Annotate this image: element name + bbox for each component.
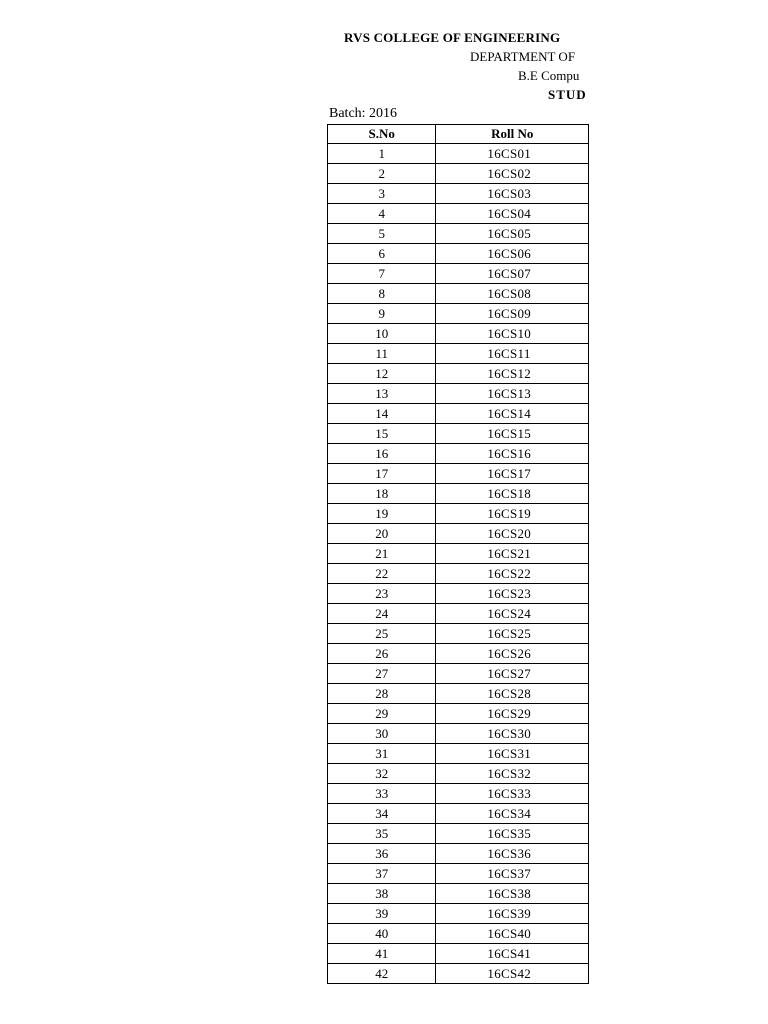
table-row	[328, 604, 589, 624]
roll-no-cell: 16CS07	[436, 264, 589, 284]
table-row	[328, 224, 589, 244]
roll-no-cell: 16CS14	[436, 404, 589, 424]
roll-no-cell: 16CS21	[436, 544, 589, 564]
table-row	[328, 144, 589, 164]
roll-no-cell: 16CS22	[436, 564, 589, 584]
roll-no-cell: 16CS29	[436, 704, 589, 724]
document-title: STUD	[548, 87, 587, 102]
student-roll-table	[327, 124, 589, 984]
table-row	[328, 784, 589, 804]
table-header-row	[328, 125, 589, 144]
roll-no-cell: 16CS28	[436, 684, 589, 704]
sno-cell: 34	[328, 804, 436, 824]
table-row	[328, 204, 589, 224]
table-row	[328, 764, 589, 784]
table-row	[328, 724, 589, 744]
table-row	[328, 404, 589, 424]
sno-cell: 22	[328, 564, 436, 584]
batch-label: Batch: 2016	[329, 106, 398, 121]
roll-no-cell: 16CS34	[436, 804, 589, 824]
roll-no-cell: 16CS40	[436, 924, 589, 944]
course-name: B.E Compu	[518, 68, 580, 83]
sno-cell: 35	[328, 824, 436, 844]
table-row	[328, 824, 589, 844]
column-header-sno: S.No	[328, 125, 436, 144]
roll-no-cell: 16CS31	[436, 744, 589, 764]
sno-cell: 26	[328, 644, 436, 664]
roll-no-cell: 16CS42	[436, 964, 589, 984]
sno-cell: 15	[328, 424, 436, 444]
table-row	[328, 564, 589, 584]
table-row	[328, 664, 589, 684]
roll-no-cell: 16CS36	[436, 844, 589, 864]
table-row	[328, 184, 589, 204]
table-row	[328, 384, 589, 404]
table-row	[328, 704, 589, 724]
table-row	[328, 484, 589, 504]
roll-no-cell: 16CS13	[436, 384, 589, 404]
sno-cell: 42	[328, 964, 436, 984]
roll-no-cell: 16CS12	[436, 364, 589, 384]
sno-cell: 9	[328, 304, 436, 324]
roll-no-cell: 16CS19	[436, 504, 589, 524]
sno-cell: 4	[328, 204, 436, 224]
roll-no-cell: 16CS35	[436, 824, 589, 844]
roll-no-cell: 16CS08	[436, 284, 589, 304]
table-row	[328, 244, 589, 264]
roll-no-cell: 16CS38	[436, 884, 589, 904]
table-row	[328, 504, 589, 524]
roll-no-cell: 16CS41	[436, 944, 589, 964]
roll-no-cell: 16CS32	[436, 764, 589, 784]
sno-cell: 29	[328, 704, 436, 724]
sno-cell: 3	[328, 184, 436, 204]
sno-cell: 11	[328, 344, 436, 364]
roll-no-cell: 16CS27	[436, 664, 589, 684]
sno-cell: 30	[328, 724, 436, 744]
college-name: RVS COLLEGE OF ENGINEERING	[344, 30, 561, 45]
sno-cell: 10	[328, 324, 436, 344]
sno-cell: 25	[328, 624, 436, 644]
sno-cell: 7	[328, 264, 436, 284]
column-header-roll-no: Roll No	[436, 125, 589, 144]
roll-no-cell: 16CS24	[436, 604, 589, 624]
sno-cell: 5	[328, 224, 436, 244]
roll-no-cell: 16CS09	[436, 304, 589, 324]
roll-no-cell: 16CS25	[436, 624, 589, 644]
table-row	[328, 464, 589, 484]
roll-no-cell: 16CS05	[436, 224, 589, 244]
table-row	[328, 584, 589, 604]
table-row	[328, 904, 589, 924]
table-row	[328, 524, 589, 544]
sno-cell: 40	[328, 924, 436, 944]
department-name: DEPARTMENT OF	[470, 49, 576, 64]
sno-cell: 37	[328, 864, 436, 884]
table-row	[328, 644, 589, 664]
table-row	[328, 864, 589, 884]
table-row	[328, 964, 589, 984]
roll-no-cell: 16CS01	[436, 144, 589, 164]
sno-cell: 39	[328, 904, 436, 924]
roll-no-cell: 16CS17	[436, 464, 589, 484]
sno-cell: 19	[328, 504, 436, 524]
table-row	[328, 944, 589, 964]
sno-cell: 12	[328, 364, 436, 384]
roll-no-cell: 16CS33	[436, 784, 589, 804]
sno-cell: 16	[328, 444, 436, 464]
table-row	[328, 304, 589, 324]
roll-no-cell: 16CS04	[436, 204, 589, 224]
sno-cell: 24	[328, 604, 436, 624]
sno-cell: 14	[328, 404, 436, 424]
roll-no-cell: 16CS18	[436, 484, 589, 504]
table-row	[328, 364, 589, 384]
roll-no-cell: 16CS03	[436, 184, 589, 204]
table-row	[328, 424, 589, 444]
sno-cell: 38	[328, 884, 436, 904]
sno-cell: 8	[328, 284, 436, 304]
sno-cell: 6	[328, 244, 436, 264]
sno-cell: 32	[328, 764, 436, 784]
table-row	[328, 684, 589, 704]
sno-cell: 13	[328, 384, 436, 404]
roll-no-cell: 16CS15	[436, 424, 589, 444]
table-row	[328, 444, 589, 464]
roll-no-cell: 16CS11	[436, 344, 589, 364]
sno-cell: 21	[328, 544, 436, 564]
sno-cell: 23	[328, 584, 436, 604]
roll-no-cell: 16CS23	[436, 584, 589, 604]
table-row	[328, 624, 589, 644]
sno-cell: 28	[328, 684, 436, 704]
sno-cell: 41	[328, 944, 436, 964]
sno-cell: 2	[328, 164, 436, 184]
table-row	[328, 324, 589, 344]
table-row	[328, 544, 589, 564]
roll-no-cell: 16CS37	[436, 864, 589, 884]
sno-cell: 31	[328, 744, 436, 764]
table-row	[328, 164, 589, 184]
table-row	[328, 344, 589, 364]
table-row	[328, 924, 589, 944]
sno-cell: 27	[328, 664, 436, 684]
roll-no-cell: 16CS20	[436, 524, 589, 544]
roll-no-cell: 16CS10	[436, 324, 589, 344]
table-row	[328, 264, 589, 284]
roll-no-cell: 16CS16	[436, 444, 589, 464]
sno-cell: 36	[328, 844, 436, 864]
table-row	[328, 884, 589, 904]
sno-cell: 20	[328, 524, 436, 544]
table-row	[328, 844, 589, 864]
roll-no-cell: 16CS30	[436, 724, 589, 744]
table-row	[328, 804, 589, 824]
sno-cell: 17	[328, 464, 436, 484]
sno-cell: 18	[328, 484, 436, 504]
roll-no-cell: 16CS26	[436, 644, 589, 664]
roll-no-cell: 16CS39	[436, 904, 589, 924]
table-row	[328, 744, 589, 764]
sno-cell: 1	[328, 144, 436, 164]
roll-no-cell: 16CS02	[436, 164, 589, 184]
roll-no-cell: 16CS06	[436, 244, 589, 264]
sno-cell: 33	[328, 784, 436, 804]
table-row	[328, 284, 589, 304]
